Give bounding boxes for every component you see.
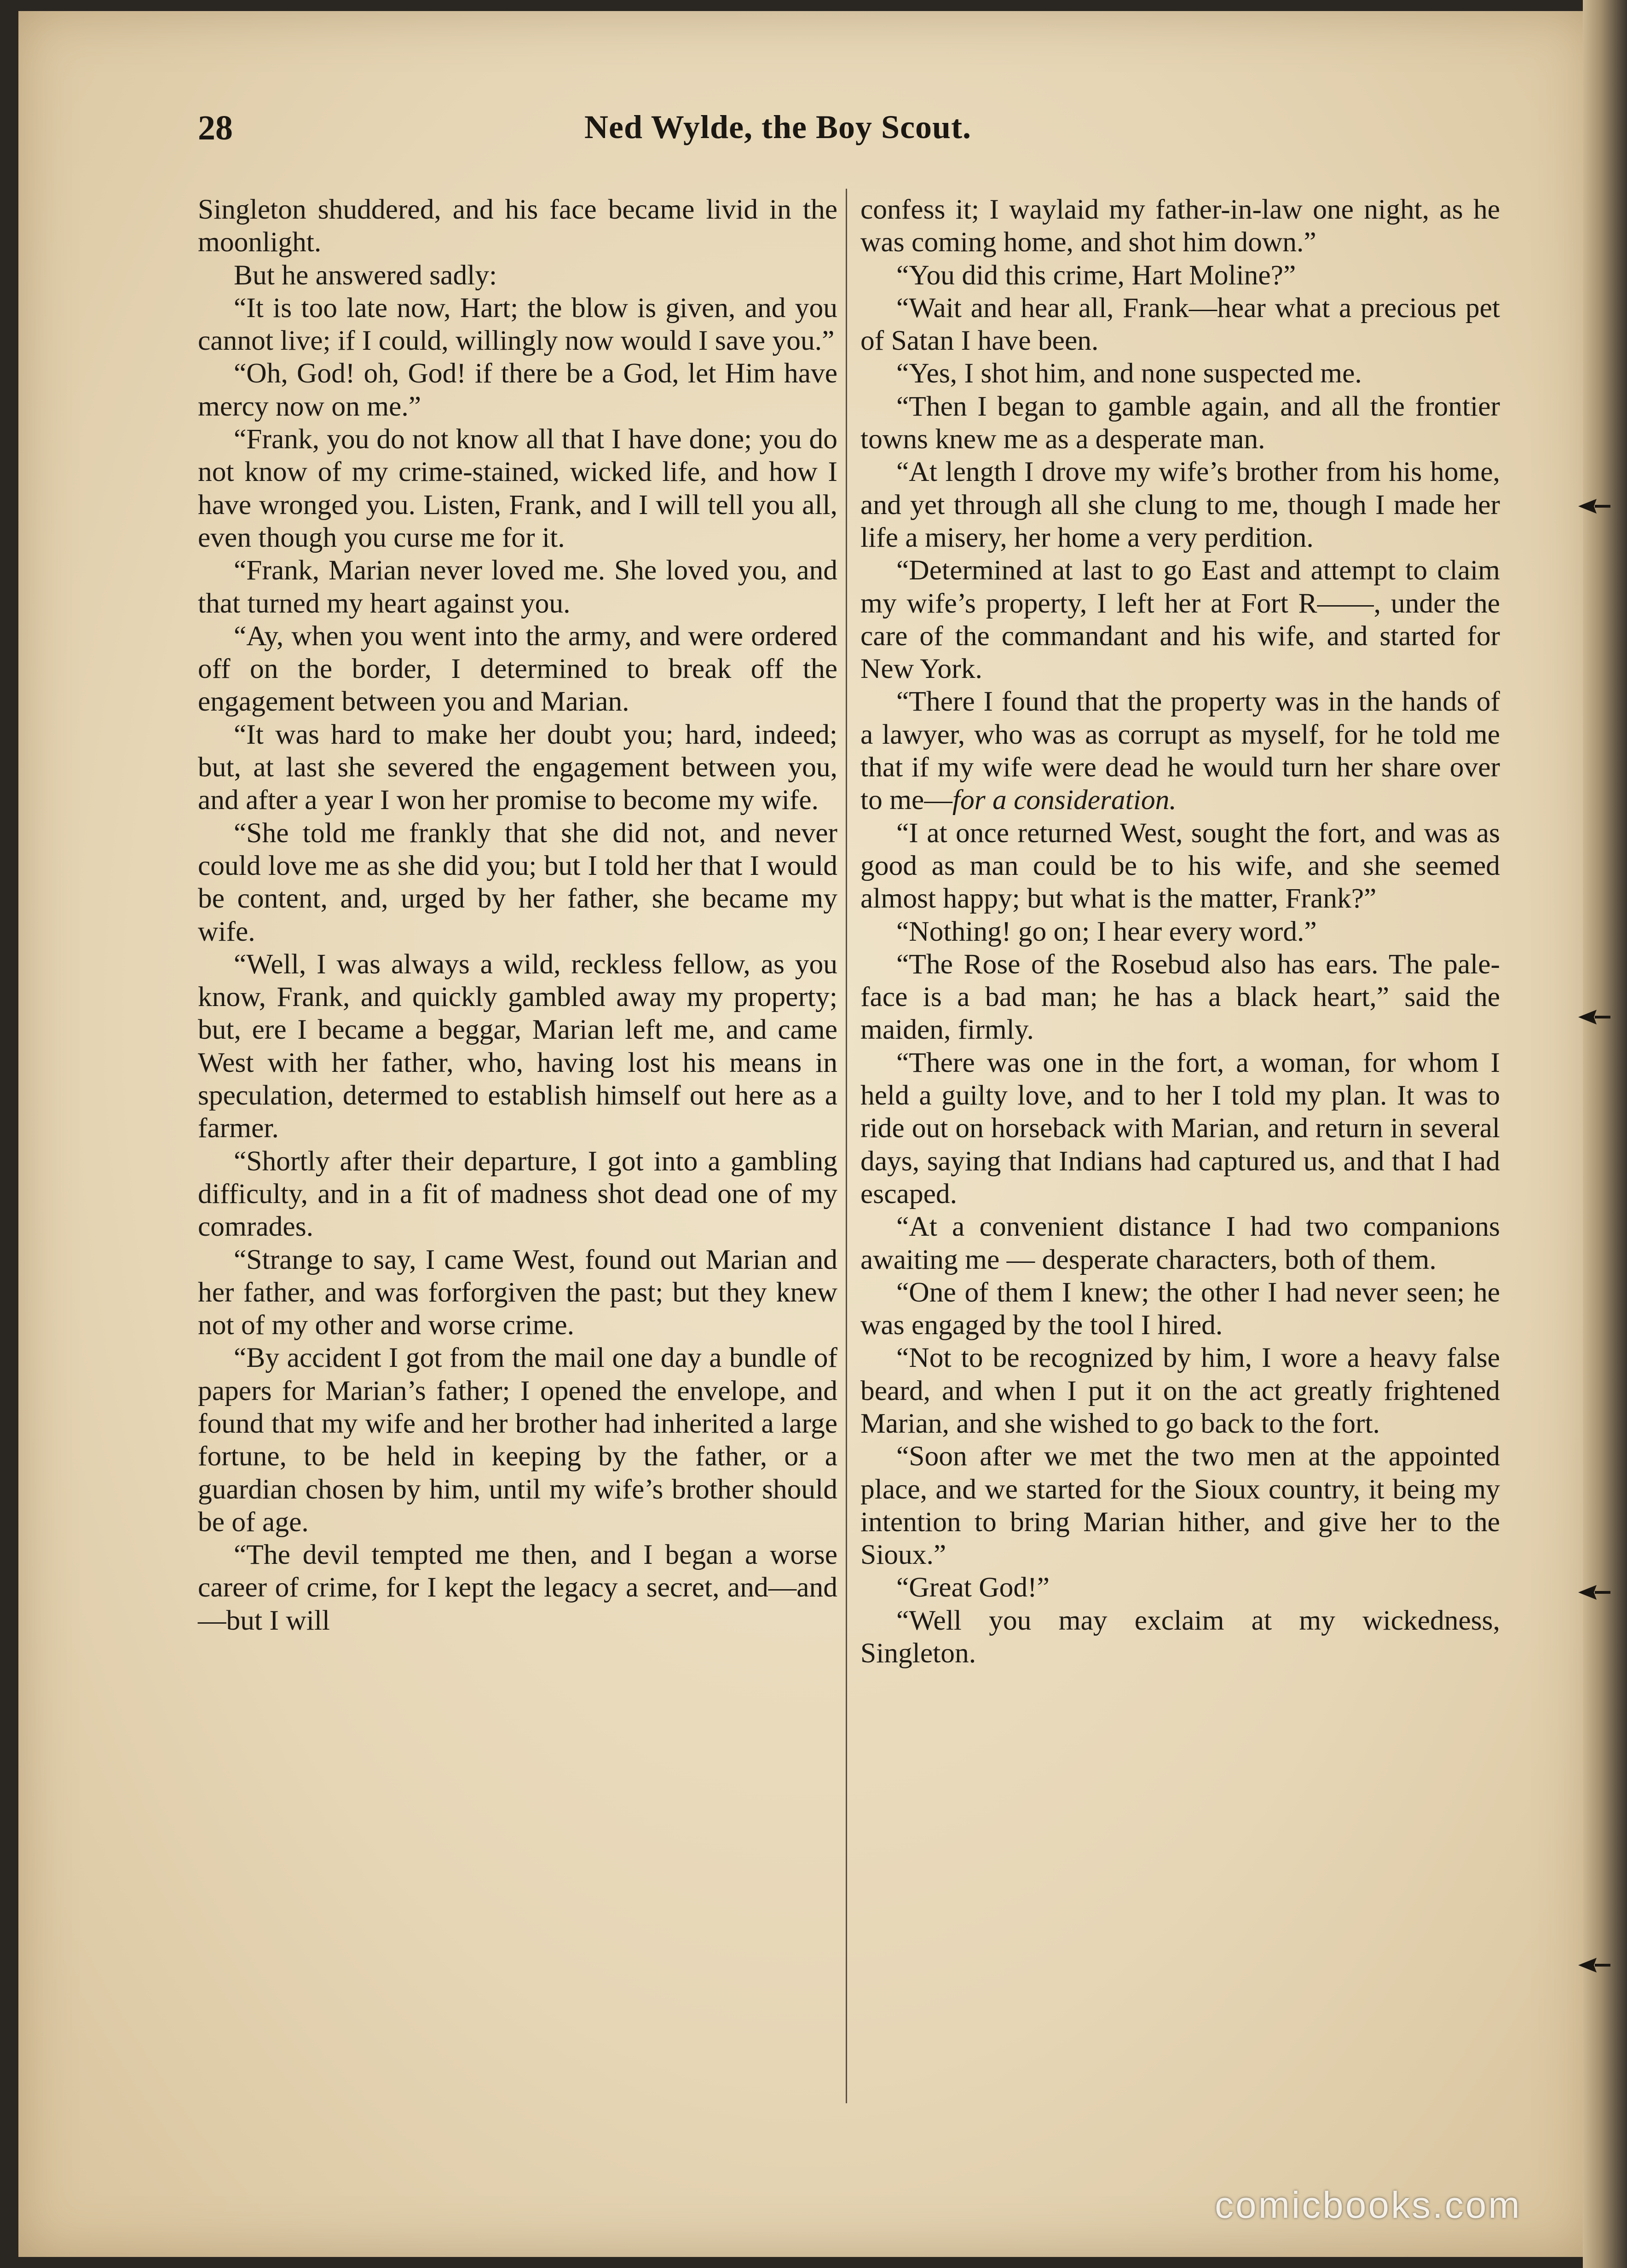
paragraph — [198, 620, 837, 718]
paragraph — [198, 1145, 837, 1244]
paragraph — [198, 948, 837, 1145]
paragraph-text: “Not to be recognized by him, I wore a heavy false beard, and when I put it on the act greatly frightened Marian, and she wished to go back to the fort. — [860, 1342, 1500, 1439]
paragraph-text: “Well you may exclaim at my wickedness, Singleton. — [860, 1604, 1500, 1669]
paragraph-text: “At length I drove my wife’s brother from his home, and yet through all she clung to me, though I made her life a misery, her home a very perdition. — [860, 456, 1500, 553]
paragraph — [198, 357, 837, 423]
paragraph-text: “She told me frankly that she did not, and never could love me as she did you; but I told her that I would be content, and, urged by her father, she became my wife. — [198, 817, 837, 947]
paragraph — [860, 390, 1500, 456]
page-tab-marker — [1578, 1583, 1610, 1602]
paragraph — [198, 259, 837, 292]
paragraph-text: “One of them I knew; the other I had never seen; he was engaged by the tool I hired. — [860, 1276, 1500, 1341]
watermark: comicbooks.com — [1215, 2184, 1522, 2226]
emphasis-text: for a consideration. — [952, 784, 1177, 816]
paragraph-text: “The Rose of the Rosebud also has ears. The pale-face is a bad man; he has a black heart,” said the maiden, firmly. — [860, 948, 1500, 1046]
paragraph-text: “Shortly after their departure, I got into a gambling difficulty, and in a fit of madness shot dead one of my comrades. — [198, 1145, 837, 1243]
paragraph — [198, 1342, 837, 1539]
paragraph — [198, 817, 837, 948]
column-divider — [846, 189, 847, 2103]
paragraph — [198, 554, 837, 620]
paragraph-text: “Oh, God! oh, God! if there be a God, let Him have mercy now on me.” — [198, 358, 837, 422]
paragraph — [860, 685, 1500, 816]
paragraph-text: “Yes, I shot him, and none suspected me. — [896, 358, 1362, 389]
paragraph — [198, 1244, 837, 1342]
paragraph — [198, 292, 837, 358]
paragraph-text: “Frank, Marian never loved me. She loved you, and that turned my heart against you. — [198, 555, 837, 619]
paragraph-text: Singleton shuddered, and his face became livid in the moonlight. — [198, 194, 837, 258]
paragraph — [198, 718, 837, 817]
paragraph — [860, 1276, 1500, 1342]
paragraph — [860, 1210, 1500, 1276]
paragraph-text: “There was one in the fort, a woman, for whom I held a guilty love, and to her I told my plan. It was to ride out on horseback with Marian, and return in several days, saying that Indians had captured us, and that I had escaped. — [860, 1047, 1500, 1209]
paragraph-text: “Nothing! go on; I hear every word.” — [896, 915, 1317, 947]
paragraph — [860, 357, 1500, 390]
paragraph-text: “At a convenient distance I had two companions awaiting me — desperate characters, both of them. — [860, 1211, 1500, 1275]
paragraph — [860, 292, 1500, 358]
running-title: Ned Wylde, the Boy Scout. — [584, 109, 972, 145]
paragraph-text: “Frank, you do not know all that I have done; you do not know of my crime-stained, wicked life, and how I have wronged you. Listen, Frank, and I will tell you all, even though you curse me for it. — [198, 423, 837, 553]
paragraph — [860, 1047, 1500, 1210]
page-number: 28 — [198, 109, 233, 147]
paragraph — [860, 1440, 1500, 1571]
paragraph — [860, 456, 1500, 554]
paragraph-text: “Great God!” — [896, 1572, 1050, 1603]
paragraph-text: “It is too late now, Hart; the blow is given, and you cannot live; if I could, willingly now would I save you.” — [198, 292, 837, 357]
paragraph — [860, 948, 1500, 1047]
paragraph — [198, 193, 837, 259]
paragraph — [198, 1539, 837, 1637]
paragraph-text: “The devil tempted me then, and I began a worse career of crime, for I kept the legacy a secret, and—and—but I will — [198, 1539, 837, 1636]
paragraph-text: “There I found that the property was in the hands of a lawyer, who was as corrupt as myself, for he told me that if my wife were dead he would turn her share over to me— — [860, 686, 1500, 816]
paragraph — [860, 1342, 1500, 1440]
paragraph-text: “It was hard to make her doubt you; hard, indeed; but, at last she severed the engagement between you, and after a year I won her promise to become my wife. — [198, 718, 837, 816]
paragraph-text: “I at once returned West, sought the fort, and was as good as man could be to his wife, and she seemed almost happy; but what is the matter, Frank?” — [860, 817, 1500, 914]
paragraph — [860, 817, 1500, 915]
page-tab-marker — [1578, 1956, 1610, 1974]
paragraph-text: “Strange to say, I came West, found out Marian and her father, and was forforgiven the past; but they knew not of my other and worse crime. — [198, 1244, 837, 1341]
paragraph-text: “Ay, when you went into the army, and were ordered off on the border, I determined to break off the engagement between you and Marian. — [198, 620, 837, 717]
paragraph — [860, 554, 1500, 685]
paragraph-text: confess it; I waylaid my father-in-law one night, as he was coming home, and shot him down.” — [860, 194, 1500, 258]
paragraph-text: “Wait and hear all, Frank—hear what a precious pet of Satan I have been. — [860, 292, 1500, 357]
paragraph — [860, 259, 1500, 292]
paragraph — [860, 193, 1500, 259]
right-column — [860, 193, 1500, 1670]
page-right-edge — [1583, 0, 1627, 2268]
paragraph — [198, 423, 837, 554]
page-header — [198, 108, 1560, 159]
paragraph-text: “Then I began to gamble again, and all the frontier towns knew me as a desperate man. — [860, 390, 1500, 455]
page-tab-marker — [1578, 1008, 1610, 1026]
paragraph — [860, 1604, 1500, 1670]
paragraph-text: “You did this crime, Hart Moline?” — [896, 259, 1296, 291]
paragraph-text: But he answered sadly: — [234, 259, 497, 291]
paragraph — [860, 1571, 1500, 1604]
paragraph — [860, 915, 1500, 948]
paragraph-text: “Determined at last to go East and attempt to claim my wife’s property, I left her at Fort R——, under the care of the commandant and his wife, and started for New York. — [860, 555, 1500, 685]
paragraph-text: “By accident I got from the mail one day a bundle of papers for Marian’s father; I opened the envelope, and found that my wife and her brother had inherited a large fortune, to be held in keeping by the father, or a guardian chosen by him, until my wife’s brother should be of age. — [198, 1342, 837, 1538]
paragraph-text: “Soon after we met the two men at the appointed place, and we started for the Sioux country, it being my intention to bring Marian hither, and give her to the Sioux.” — [860, 1441, 1500, 1571]
page-tab-marker — [1578, 497, 1610, 515]
left-column — [198, 193, 837, 1637]
paragraph-text: “Well, I was always a wild, reckless fellow, as you know, Frank, and quickly gambled away my property; but, ere I became a beggar, Marian left me, and came West with her father, who, having lost his means in speculation, determed to establish himself out here as a farmer. — [198, 948, 837, 1144]
